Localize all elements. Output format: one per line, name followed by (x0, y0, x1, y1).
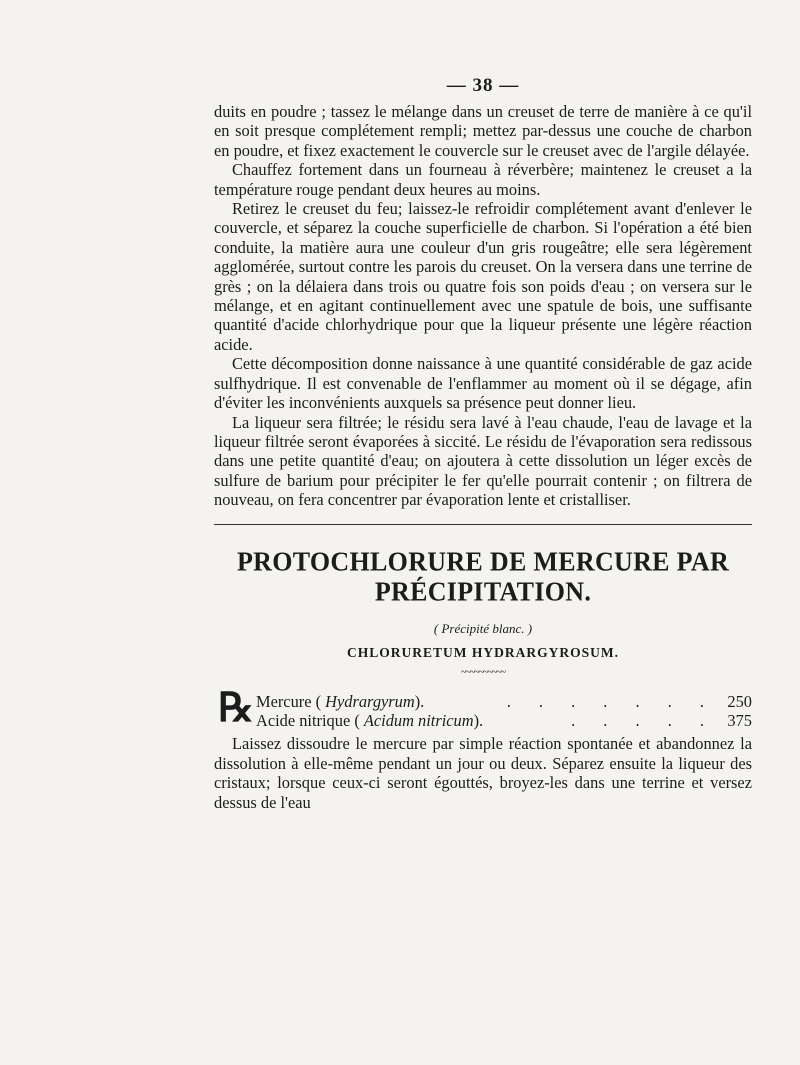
paragraph-2: Chauffez fortement dans un fourneau à réverbère; maintenez le creuset a la température rouge pendant deux heures au moins. (214, 160, 752, 199)
section-title-line-2: PRÉCIPITATION. (374, 575, 592, 607)
leader-dots: . . . . . . . (506, 691, 716, 711)
ingredient-name: Acide nitrique ( Acidum nitricum). (256, 710, 484, 730)
ingredient-latin: Acidum nitricum (363, 710, 474, 730)
ingredient-name: Mercure ( Hydrargyrum). (256, 691, 425, 711)
leader-dots: . . . . . (571, 710, 716, 730)
ingredient-quantity: 375 (727, 710, 752, 730)
ingredient-row (214, 711, 752, 730)
section-title-line-1: PROTOCHLORURE DE MERCURE PAR (236, 545, 730, 577)
page (214, 74, 752, 812)
paragraph-4: Cette décomposition donne naissance à une quantité considérable de gaz acide sulfhydrique. Il est convenable de l'enflammer au moment où il se dégage, afin d'éviter les inconvénients auxquels sa présence peut donner lieu. (214, 354, 752, 413)
recipe (214, 683, 752, 731)
top-text (214, 102, 752, 510)
ingredient-row (214, 692, 752, 711)
ingredient-quantity: 250 (727, 691, 752, 711)
section-divider (214, 524, 752, 525)
paragraph-3: Retirez le creuset du feu; laissez-le refroidir complétement avant d'enlever le couvercle, et séparez la couche superficielle de charbon. Si l'opération a été bien conduite, la matière aura une couleur d'un gris rougeâtre; elle sera légèrement agglomérée, surtout contre les parois du creuset. On la versera dans une terrine de grès ; on la délaiera dans trois ou quatre fois son poids d'eau ; on versera sur le mélange, et en agitant continuellement avec une spatule de bois, une suffisante quantité d'acide chlorhydrique pour que la liqueur présente une légère réaction acide. (214, 199, 752, 354)
latin-name: CHLORURETUM HYDRARGYROSUM. (347, 644, 619, 660)
section-paragraph: Laissez dissoudre le mercure par simple réaction spontanée et abandonnez la dissolution à elle-même pendant un jour ou deux. Séparez ensuite la liqueur des cristaux; lorsque ceux-ci seront égouttés, broyez-les dans une terrine et versez dessus de l'eau (214, 734, 752, 812)
ornament-divider: ~~~~~~~~~~ (460, 666, 506, 678)
page-number: — 38 — (446, 75, 520, 96)
paragraph-1: duits en poudre ; tassez le mélange dans un creuset de terre de manière à ce qu'il en soit presque complétement rempli; mettez par-dessus une couche de charbon en poudre, et fixez exactement le couvercle sur le creuset avec de l'argile délayée. (214, 102, 752, 160)
section-heading (214, 547, 752, 607)
paragraph-5: La liqueur sera filtrée; le résidu sera lavé à l'eau chaude, l'eau de lavage et la liqueur filtrée seront évaporées à siccité. Le résidu de l'évaporation sera redissous dans une petite quantité d'eau; on ajoutera à cette dissolution un léger excès de sulfure de barium pour précipiter le fer qu'elle pourrait contenir ; on filtrera de nouveau, on fera concentrer par évaporation lente et cristalliser. (214, 412, 752, 510)
ingredient-latin: Hydrargyrum (325, 691, 415, 711)
recipe-symbol-icon: ℞ (218, 683, 254, 731)
section-subtitle: ( Précipité blanc. ) (433, 620, 533, 636)
